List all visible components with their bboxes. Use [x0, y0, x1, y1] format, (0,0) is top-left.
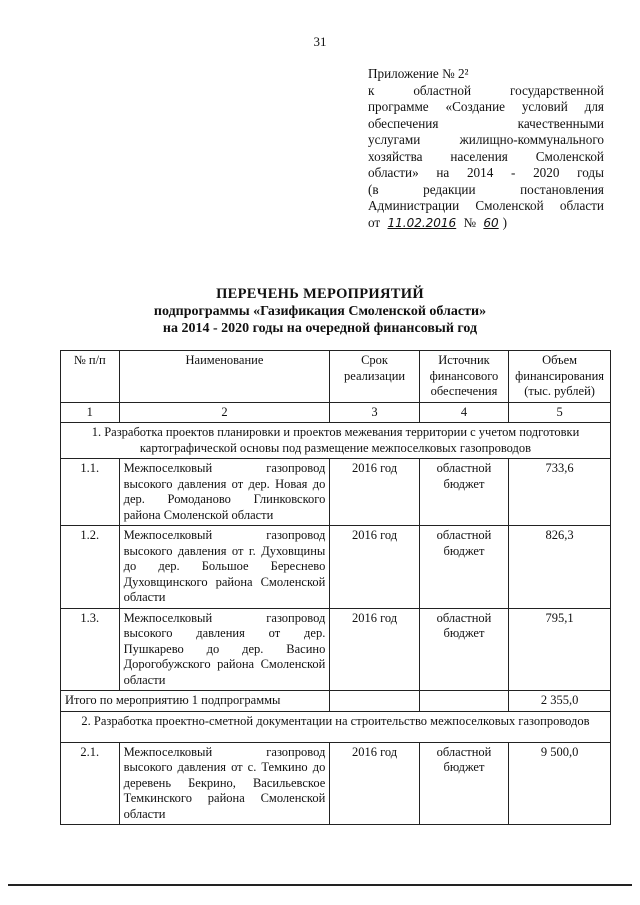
section-title-2: 2. Разработка проектно-сметной документации на строительство межпоселковых газопроводов	[61, 711, 611, 742]
index-cell: 2	[119, 402, 330, 423]
row-volume: 733,6	[509, 459, 611, 526]
header-num: № п/п	[61, 351, 120, 403]
index-cell: 5	[509, 402, 611, 423]
page-number: 31	[313, 34, 327, 49]
index-row	[61, 402, 611, 423]
total-empty-cell	[419, 691, 508, 712]
appendix-line: хозяйства населения Смоленской	[368, 148, 604, 164]
header-term: Срок реализации	[330, 351, 419, 403]
row-source: областной бюджет	[419, 459, 508, 526]
header-name: Наименование	[119, 351, 330, 403]
handwritten-number: 60	[483, 215, 499, 230]
appendix-line: программе «Создание условий для	[368, 99, 604, 114]
section-row-2	[61, 711, 611, 742]
appendix-line: Администрации Смоленской области	[368, 198, 604, 213]
title-line-2: подпрограммы «Газификация Смоленской области»	[153, 304, 487, 319]
appendix-line: Приложение № 2²	[368, 66, 469, 81]
row-num: 1.2.	[61, 526, 120, 609]
index-cell: 3	[330, 402, 419, 423]
date-prefix: от	[368, 214, 381, 230]
row-num: 1.3.	[61, 608, 120, 691]
total-value: 2 355,0	[509, 691, 611, 712]
table-row	[61, 742, 611, 825]
appendix-line: услугами жилищно-коммунального	[368, 132, 604, 147]
table-row	[61, 459, 611, 526]
row-name: Межпоселковый газопровод высокого давления от г. Духовщины до дер. Большое Береснево Духовщинского района Смоленской области	[119, 526, 330, 609]
section-title-1: 1. Разработка проектов планировки и проектов межевания территории с учетом подготовки картографической основы под размещение межпоселковых газопроводов	[61, 423, 611, 459]
row-source: областной бюджет	[419, 608, 508, 691]
appendix-date-line	[368, 215, 604, 232]
events-table	[60, 350, 611, 825]
total-empty-cell	[330, 691, 419, 712]
bottom-rule	[8, 884, 632, 886]
appendix-block	[368, 66, 604, 231]
row-volume: 9 500,0	[509, 742, 611, 825]
row-name: Межпоселковый газопровод высокого давления от дер. Пушкарево до дер. Васино Дорогобужского района Смоленской области	[119, 608, 330, 691]
number-prefix: №	[463, 214, 477, 230]
total-label: Итого по мероприятию 1 подпрограммы	[61, 691, 330, 712]
document-title	[0, 286, 640, 337]
header-row	[61, 351, 611, 403]
section-row-1	[61, 423, 611, 459]
title-line-3: на 2014 - 2020 годы на очередной финансовый год	[162, 321, 478, 336]
row-term: 2016 год	[330, 608, 419, 691]
row-source: областной бюджет	[419, 742, 508, 825]
row-source: областной бюджет	[419, 526, 508, 609]
handwritten-date: 11.02.2016	[387, 215, 457, 230]
row-num: 1.1.	[61, 459, 120, 526]
row-num: 2.1.	[61, 742, 120, 825]
total-row-1	[61, 691, 611, 712]
header-source: Источник финансового обеспечения	[419, 351, 508, 403]
appendix-line: (в редакции постановления	[368, 181, 604, 197]
appendix-line: обеспечения качественными	[368, 115, 604, 131]
appendix-line: к областной государственной	[368, 82, 604, 98]
row-term: 2016 год	[330, 526, 419, 609]
header-volume: Объем финансирования (тыс. рублей)	[509, 351, 611, 403]
table-row	[61, 608, 611, 691]
closing-paren: )	[502, 214, 508, 230]
index-cell: 1	[61, 402, 120, 423]
row-term: 2016 год	[330, 459, 419, 526]
row-volume: 795,1	[509, 608, 611, 691]
title-line-1: ПЕРЕЧЕНЬ МЕРОПРИЯТИЙ	[216, 286, 424, 302]
row-name: Межпоселковый газопровод высокого давления от с. Темкино до деревень Бекрино, Васильевское Темкинского района Смоленской области	[119, 742, 330, 825]
appendix-line: области» на 2014 - 2020 годы	[368, 165, 604, 180]
index-cell: 4	[419, 402, 508, 423]
row-volume: 826,3	[509, 526, 611, 609]
table-row	[61, 526, 611, 609]
row-name: Межпоселковый газопровод высокого давления от дер. Новая до дер. Ромоданово Глинковского района Смоленской области	[119, 459, 330, 526]
row-term: 2016 год	[330, 742, 419, 825]
